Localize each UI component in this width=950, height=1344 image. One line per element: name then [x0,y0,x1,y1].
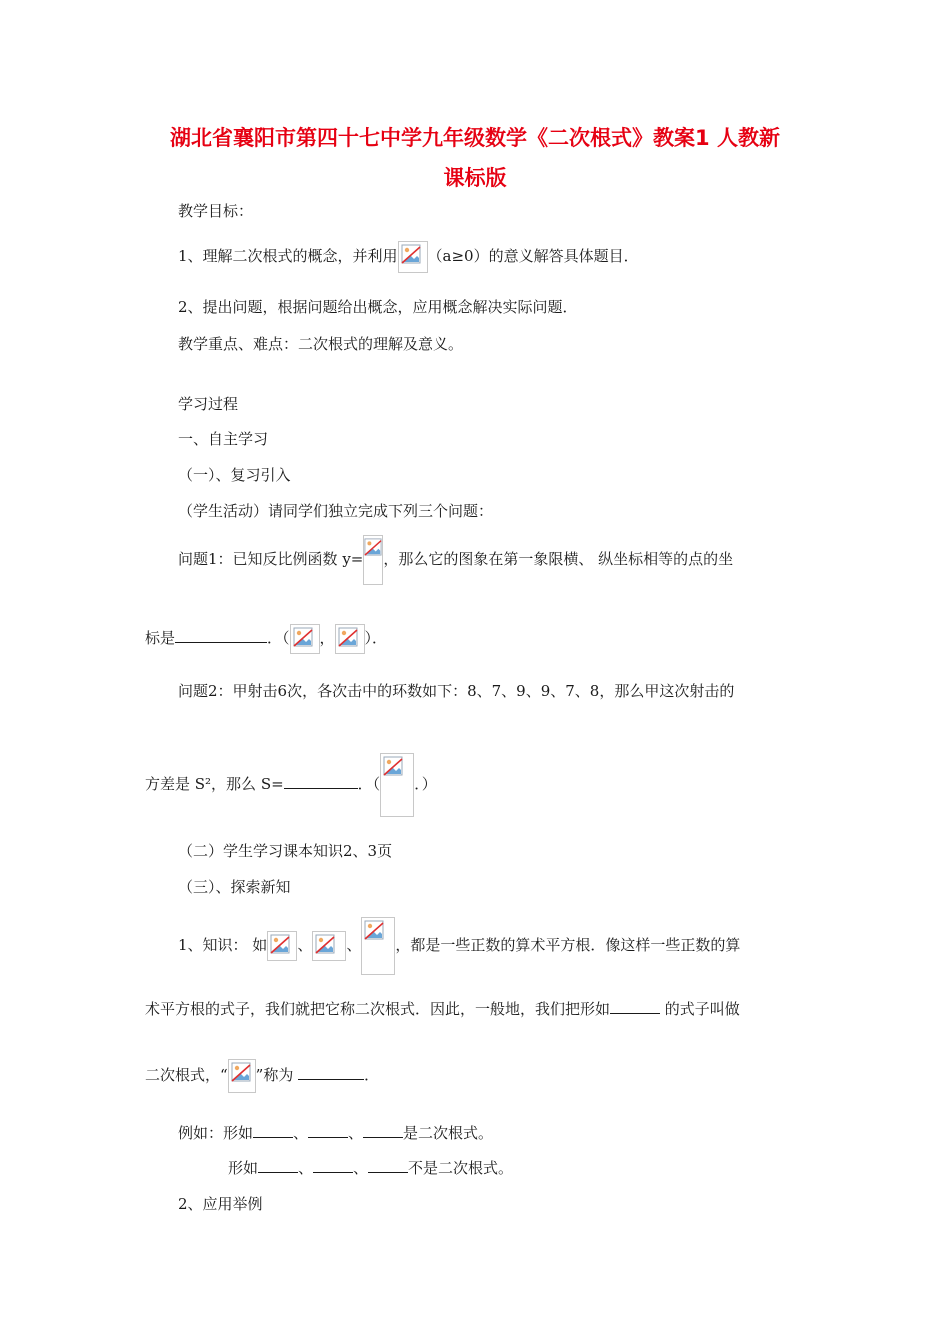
knowledge-1-line-2-text: 术平方根的式子，我们就把它称二次根式．因此，一般地，我们把形如 [145,1000,611,1018]
form-blank[interactable] [610,998,660,1014]
knowledge-1-line-3-mid: ”称为 [255,1066,299,1084]
example-positive [178,1122,493,1144]
goals-heading: 教学目标： [178,202,254,220]
knowledge-1-line-3-start: 二次根式，“ [145,1066,228,1084]
knowledge-1-line-2-end: 的式子叫做 [660,1000,740,1018]
question-2-line-2 [145,752,437,817]
root-example-image-2 [312,931,346,961]
example-blank[interactable] [363,1122,403,1138]
fraction-image [363,535,383,585]
root-sign-image [228,1059,256,1093]
section-2-heading: （二）学生学习课本知识2、3页 [178,842,393,860]
question-2-line-2-start: 方差是 S²，那么 S= [145,775,284,793]
separator: 、 [353,1159,369,1177]
broken-image-icon [270,934,290,954]
question-1-line-2 [145,622,387,654]
root-example-image-3 [361,917,395,975]
student-activity: （学生活动）请同学们独立完成下列三个问题： [178,502,494,520]
knowledge-1-start: 1、知识： 如 [178,936,268,954]
answer-blank[interactable] [175,627,267,643]
example-blank[interactable] [258,1157,298,1173]
question-1-line-2-mid: ．（ [267,629,290,647]
question-2-line-2-mid: ．（ [357,775,381,793]
question-2-line-2-end: ．） [414,775,437,793]
question-1 [178,534,733,585]
knowledge-1 [178,916,740,975]
broken-image-icon [383,756,403,776]
coordinate-image-2 [335,624,365,654]
goal-item-1-text: 1、理解二次根式的概念，并利用 [178,247,398,265]
variance-answer-blank[interactable] [284,773,358,789]
question-1-text-end: ，那么它的图象在第一象限横、 纵坐标相等的点的坐 [383,550,734,568]
separator: 、 [348,1124,364,1142]
title-line-2: 课标版 [443,166,507,190]
example-negative-end: 不是二次根式。 [408,1159,514,1177]
question-1-line-2-start: 标是 [145,629,176,647]
separator: 、 [298,1159,314,1177]
separator: 、 [293,1124,309,1142]
comma: ， [319,629,335,647]
broken-image-icon [364,920,384,940]
separator: 、 [346,936,362,954]
part-1-heading: 一、自主学习 [178,430,269,448]
application-heading: 2、应用举例 [178,1195,263,1213]
broken-image-icon [315,934,335,954]
example-blank[interactable] [368,1157,408,1173]
question-2: 问题2：甲射击6次，各次击中的环数如下：8、7、9、9、7、8，那么甲这次射击的 [178,682,735,700]
section-1-heading: （一）、复习引入 [178,466,291,484]
broken-image-icon [364,538,382,556]
name-blank[interactable] [298,1064,364,1080]
process-heading: 学习过程 [178,395,239,413]
example-positive-start: 例如：形如 [178,1124,254,1142]
teaching-focus: 教学重点、难点：二次根式的理解及意义。 [178,335,464,353]
coordinate-image-1 [290,624,320,654]
title-line-1: 湖北省襄阳市第四十七中学九年级数学《二次根式》教案1 人教新 [170,126,780,150]
goal-item-1 [178,240,639,273]
question-1-text: 问题1：已知反比例函数 y= [178,550,364,568]
knowledge-1-line-3 [145,1058,379,1093]
section-3-heading: （三）、探索新知 [178,878,291,896]
goal-item-2: 2、提出问题，根据问题给出概念，应用概念解决实际问题． [178,298,578,316]
broken-image-icon [338,627,358,647]
knowledge-1-line-2 [145,998,740,1020]
question-1-line-2-end: ）． [364,629,388,647]
broken-image-icon [293,627,313,647]
document-title [140,118,810,198]
knowledge-1-line-3-end: ． [364,1066,380,1084]
separator: 、 [297,936,313,954]
broken-image-icon [231,1062,251,1082]
example-negative-start: 形如 [228,1159,259,1177]
example-blank[interactable] [313,1157,353,1173]
example-negative [228,1157,513,1179]
knowledge-1-end: ，都是一些正数的算术平方根．像这样一些正数的算 [395,936,741,954]
example-positive-end: 是二次根式。 [403,1124,494,1142]
broken-image-icon [401,244,421,264]
sqrt-a-formula-image [398,241,428,273]
example-blank[interactable] [253,1122,293,1138]
goal-item-1-text-end: （a≥0）的意义解答具体题目． [427,247,639,265]
root-example-image-1 [267,931,297,961]
example-blank[interactable] [308,1122,348,1138]
sqrt-answer-image [380,753,414,817]
